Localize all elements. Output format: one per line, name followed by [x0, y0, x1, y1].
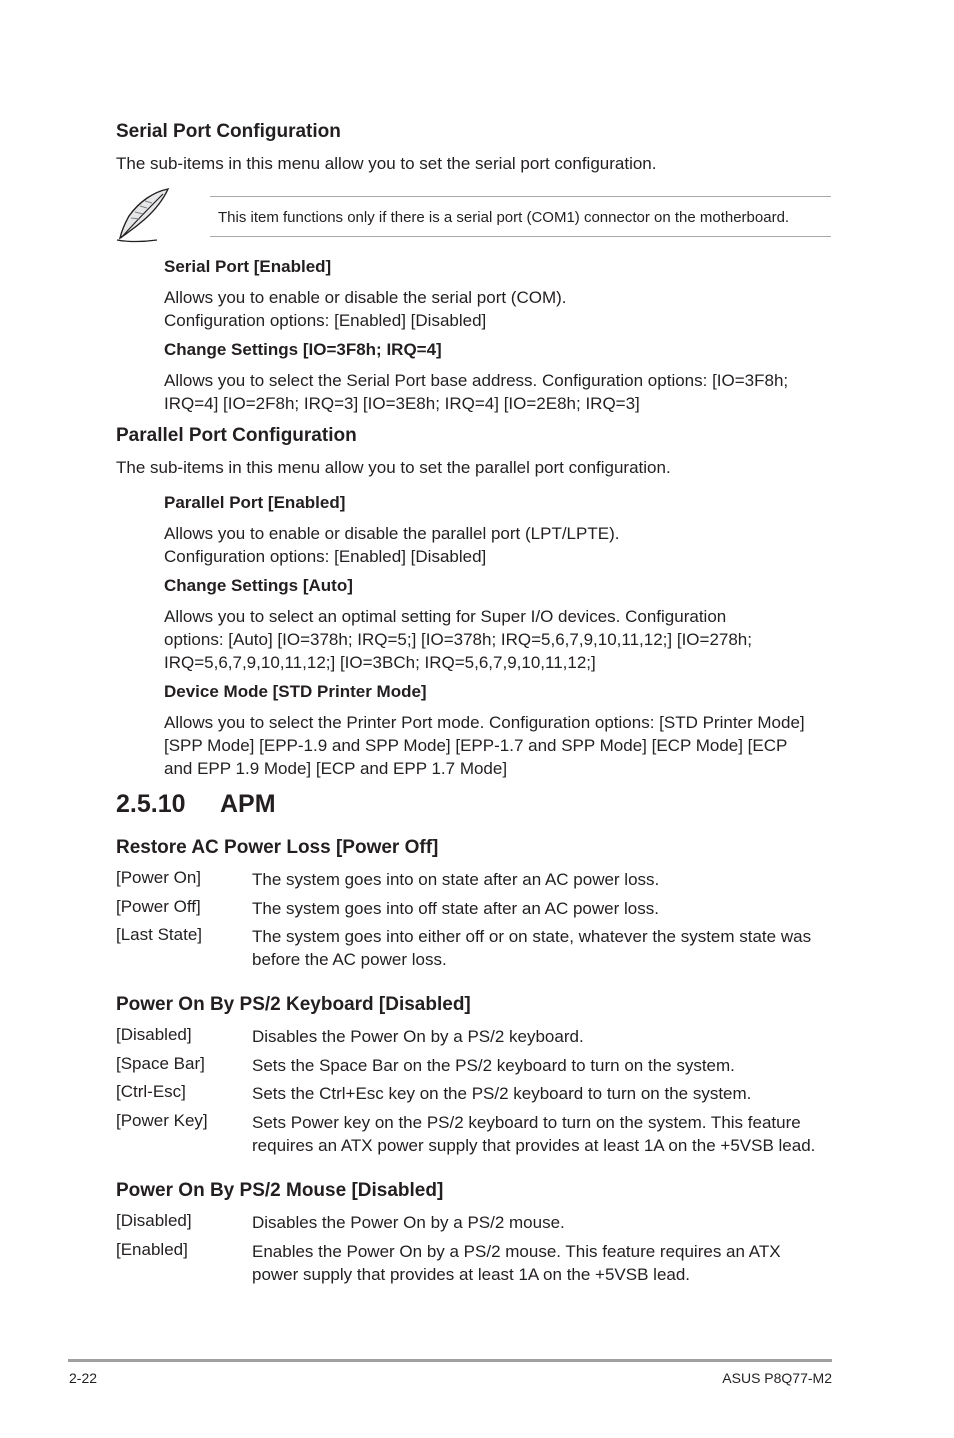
- mouse-heading: Power On By PS/2 Mouse [Disabled]: [116, 1180, 444, 1201]
- option-label: [Power Off]: [116, 897, 201, 916]
- option-desc: Disables the Power On by a PS/2 keyboard.: [252, 1027, 584, 1046]
- device-mode-desc-3: and EPP 1.9 Mode] [ECP and EPP 1.7 Mode]: [164, 759, 508, 778]
- parallel-change-desc-3: IRQ=5,6,7,9,10,11,12;] [IO=3BCh; IRQ=5,6,7,9,10,11,12;]: [164, 653, 596, 672]
- option-label: [Enabled]: [116, 1240, 188, 1259]
- device-mode-desc-2: [SPP Mode] [EPP-1.9 and SPP Mode] [EPP-1.7 and SPP Mode] [ECP Mode] [ECP: [164, 736, 788, 755]
- serial-intro: The sub-items in this menu allow you to set the serial port configuration.: [116, 154, 657, 173]
- parallel-port-title: Parallel Port [Enabled]: [164, 493, 346, 512]
- serial-port-desc-1: Allows you to enable or disable the serial port (COM).: [164, 288, 567, 307]
- option-desc: power supply that provides at least 1A on the +5VSB lead.: [252, 1265, 691, 1284]
- option-desc: Enables the Power On by a PS/2 mouse. This feature requires an ATX: [252, 1242, 781, 1261]
- feather-pen-icon: [113, 186, 173, 244]
- keyboard-heading: Power On By PS/2 Keyboard [Disabled]: [116, 994, 471, 1015]
- parallel-heading: Parallel Port Configuration: [116, 425, 357, 446]
- option-desc: Sets the Space Bar on the PS/2 keyboard to turn on the system.: [252, 1056, 735, 1075]
- section-name: APM: [220, 790, 276, 818]
- option-desc: The system goes into on state after an AC power loss.: [252, 870, 660, 889]
- serial-change-desc-2: IRQ=4] [IO=2F8h; IRQ=3] [IO=3E8h; IRQ=4] [IO=2E8h; IRQ=3]: [164, 394, 640, 413]
- footer-rule: [68, 1359, 832, 1362]
- option-desc: Sets the Ctrl+Esc key on the PS/2 keyboard to turn on the system.: [252, 1084, 752, 1103]
- option-desc: requires an ATX power supply that provides at least 1A on the +5VSB lead.: [252, 1136, 816, 1155]
- device-mode-title: Device Mode [STD Printer Mode]: [164, 682, 427, 701]
- serial-heading: Serial Port Configuration: [116, 121, 341, 142]
- serial-change-title: Change Settings [IO=3F8h; IRQ=4]: [164, 340, 442, 359]
- serial-change-desc-1: Allows you to select the Serial Port base address. Configuration options: [IO=3F8h;: [164, 371, 789, 390]
- parallel-port-desc-1: Allows you to enable or disable the parallel port (LPT/LPTE).: [164, 524, 620, 543]
- device-mode-desc-1: Allows you to select the Printer Port mode. Configuration options: [STD Printer Mode]: [164, 713, 805, 732]
- parallel-change-title: Change Settings [Auto]: [164, 576, 353, 595]
- serial-port-title: Serial Port [Enabled]: [164, 257, 332, 276]
- restore-heading: Restore AC Power Loss [Power Off]: [116, 837, 439, 858]
- option-desc: Disables the Power On by a PS/2 mouse.: [252, 1213, 565, 1232]
- option-label: [Power On]: [116, 868, 202, 887]
- note-bottom-rule: [210, 236, 831, 237]
- option-label: [Disabled]: [116, 1211, 192, 1230]
- section-number: 2.5.10: [116, 790, 186, 818]
- option-label: [Last State]: [116, 925, 202, 944]
- option-label: [Ctrl-Esc]: [116, 1082, 186, 1101]
- option-desc: The system goes into either off or on state, whatever the system state was: [252, 927, 812, 946]
- note-text: This item functions only if there is a serial port (COM1) connector on the motherboard.: [218, 209, 790, 226]
- option-desc: before the AC power loss.: [252, 950, 447, 969]
- parallel-change-desc-2: options: [Auto] [IO=378h; IRQ=5;] [IO=378h; IRQ=5,6,7,9,10,11,12;] [IO=278h;: [164, 630, 752, 649]
- option-label: [Power Key]: [116, 1111, 208, 1130]
- option-desc: The system goes into off state after an AC power loss.: [252, 899, 659, 918]
- note-top-rule: [210, 196, 831, 197]
- product-name: ASUS P8Q77-M2: [722, 1370, 832, 1386]
- parallel-change-desc-1: Allows you to select an optimal setting for Super I/O devices. Configuration: [164, 607, 727, 626]
- parallel-port-desc-2: Configuration options: [Enabled] [Disabled]: [164, 547, 487, 566]
- option-label: [Space Bar]: [116, 1054, 205, 1073]
- page-number: 2-22: [69, 1370, 98, 1386]
- section-title: [116, 790, 276, 819]
- option-label: [Disabled]: [116, 1025, 192, 1044]
- serial-port-desc-2: Configuration options: [Enabled] [Disabled]: [164, 311, 487, 330]
- option-desc: Sets Power key on the PS/2 keyboard to turn on the system. This feature: [252, 1113, 801, 1132]
- parallel-intro: The sub-items in this menu allow you to set the parallel port configuration.: [116, 458, 671, 477]
